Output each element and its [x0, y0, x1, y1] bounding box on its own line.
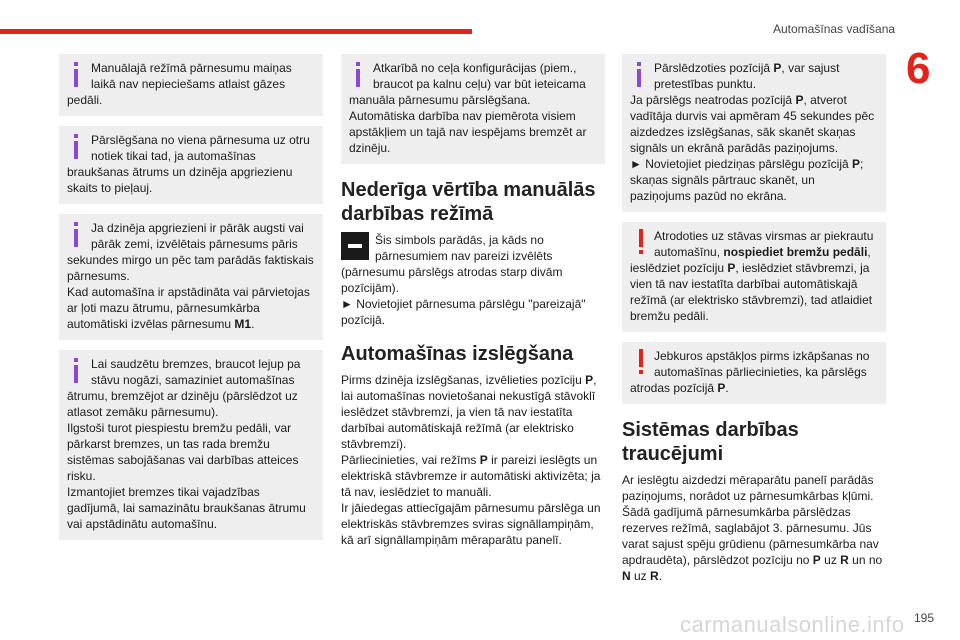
- page-number: 195: [914, 611, 935, 625]
- note-text: Automātiska darbība nav piemērota visiem apstākļiem un tajā nav iespējams bremzēt ar dzinēju.: [349, 109, 587, 155]
- step-instruction: ► Novietojiet pārnesuma pārslēgu "pareizajā" pozīcijā.: [341, 297, 586, 327]
- note-text: Ja dzinēja apgriezieni ir pārāk augsti vai pārāk zemi, izvēlētais pārnesums pāris sekundes mirgo un pēc tam parādās faktiskais pārnesums.: [67, 221, 314, 283]
- watermark: carmanualsonline.info: [680, 612, 905, 637]
- column-1: [59, 54, 323, 550]
- info-note: [59, 126, 323, 204]
- note-text: Atkarībā no ceļa konfigurācijas (piem., braucot pa kalnu ceļu) var būt ieteicama manuāla pārnesumu pārslēgšana.: [349, 61, 586, 107]
- note-text: Atrodoties uz stāvas virsmas ar piekrautu automašīnu, nospiediet bremžu pedāli, ieslēdziet pozīciju P, ieslēdziet stāvbremzi, ja vien tā nav iestatīta darbībai automātiskajā režīmā (ar elektrisko stāvbremzi), tad atlaidiet bremžu pedāli.: [630, 229, 874, 323]
- info-icon: [630, 60, 654, 90]
- note-text: Lai saudzētu bremzes, braucot lejup pa stāvu nogāzi, samaziniet automašīnas ātrumu, bremzējot ar dzinēju (pārslēdzot uz atlasot zemāku pārnesumu).: [67, 357, 301, 419]
- chapter-number: 6: [906, 44, 931, 93]
- info-icon: [349, 60, 373, 90]
- note-text: ► Novietojiet piedziņas pārslēgu pozīcijā P; skaņas signāls pārtrauc skanēt, un paziņojums pazūd no ekrāna.: [630, 157, 864, 203]
- note-text: Izmantojiet bremzes tikai vajadzības gadījumā, lai samazinātu braukšanas ātrumu vai apstādinātu automašīnu.: [67, 485, 306, 531]
- info-note: [341, 54, 605, 164]
- column-2: [341, 54, 605, 548]
- info-note: [59, 350, 323, 540]
- warning-icon: [630, 348, 654, 378]
- section-title: Automašīnas vadīšana: [773, 22, 896, 36]
- paragraph: Šis simbols parādās, ja kāds no pārnesumiem nav pareizi izvēlēts (pārnesumu pārslēgs atrodas starp divām pozīcijām).: [341, 233, 563, 295]
- note-text: Jebkuros apstākļos pirms izkāpšanas no automašīnas pārliecinieties, ka pārslēgs atrodas pozīcijā P.: [630, 349, 870, 395]
- note-text: Ja pārslēgs neatrodas pozīcijā P, atverot vadītāja durvis vai apmēram 45 sekundes pēc aizdedzes izslēgšanas, sāk skanēt skaņas signāls un ekrānā parādās paziņojums.: [630, 93, 875, 155]
- paragraph: Pirms dzinēja izslēgšanas, izvēlieties pozīciju P, lai automašīnas novietošanai nekustīgā stāvoklī ieslēdzet stāvbremzi, ja vien tā nav iestatīta darbībai automātiskajā režīmā (ar elektrisko stāvbremzi).: [341, 373, 597, 451]
- note-text: Pārslēgšana no viena pārnesuma uz otru notiek tikai tad, ja automašīnas braukšanas ātrums un dzinēja apgriezienu skaits to pieļauj.: [67, 133, 310, 195]
- note-text: Ilgstoši turot piespiestu bremžu pedāli, var pārkarst bremzes, un tas rada bremžu sistēmas sabojāšanas vai darbības atteices risku.: [67, 421, 299, 483]
- info-icon: [67, 220, 91, 250]
- note-text: Kad automašīna ir apstādināta vai pārvietojas ar ļoti mazu ātrumu, pārnesumkārba automātiski izvēlas pārnesumu M1.: [67, 285, 310, 331]
- paragraph: Ar ieslēgtu aizdedzi mēraparātu panelī parādās paziņojums, norādot uz pārnesumkārbas kļūmi. Šādā gadījumā pārnesumkārba pārslēdzas rezerves režīmā, saglabājot 3. pārnesumu. Jūs varat sajust spēju grūdienu (pārnesumkārba nav apdraudēta), pārslēdzot pozīciju no P uz R un no N uz R.: [622, 473, 883, 583]
- warning-icon: [630, 228, 654, 258]
- invalid-value-block: [341, 232, 605, 328]
- paragraph: Pārliecinieties, vai režīms P ir pareizi ieslēgts un elektriskā stāvbremze ir automātiski aktivizēta; ja tā nav, ieslēdziet to manuāli.: [341, 453, 601, 499]
- info-note: [59, 214, 323, 340]
- info-icon: [67, 60, 91, 90]
- section-heading-shutdown: Automašīnas izslēgšana: [341, 343, 574, 365]
- warning-note: [622, 342, 886, 404]
- section-heading-invalid-value: Nederīga vērtība manuālās darbības režīmā: [341, 179, 596, 225]
- section-heading-malfunction: Sistēmas darbības traucējumi: [622, 419, 799, 465]
- info-note: [622, 54, 886, 212]
- info-icon: [67, 356, 91, 386]
- column-3: [622, 54, 886, 584]
- warning-note: [622, 222, 886, 332]
- info-note: [59, 54, 323, 116]
- info-icon: [67, 132, 91, 162]
- paragraph: Ir jāiedegas attiecīgajām pārnesumu pārslēga un elektriskās stāvbremzes sviras signāllampiņām, kā arī signāllampiņām mēraparātu panelī.: [341, 501, 601, 547]
- top-accent-bar: [0, 29, 472, 34]
- shutdown-block: [341, 372, 605, 548]
- note-text: Pārslēdzoties pozīcijā P, var sajust pretestības punktu.: [654, 61, 840, 91]
- invalid-gear-symbol-icon: [341, 232, 369, 260]
- note-text: Manuālajā režīmā pārnesumu maiņas laikā nav nepieciešams atlaist gāzes pedāli.: [67, 61, 292, 107]
